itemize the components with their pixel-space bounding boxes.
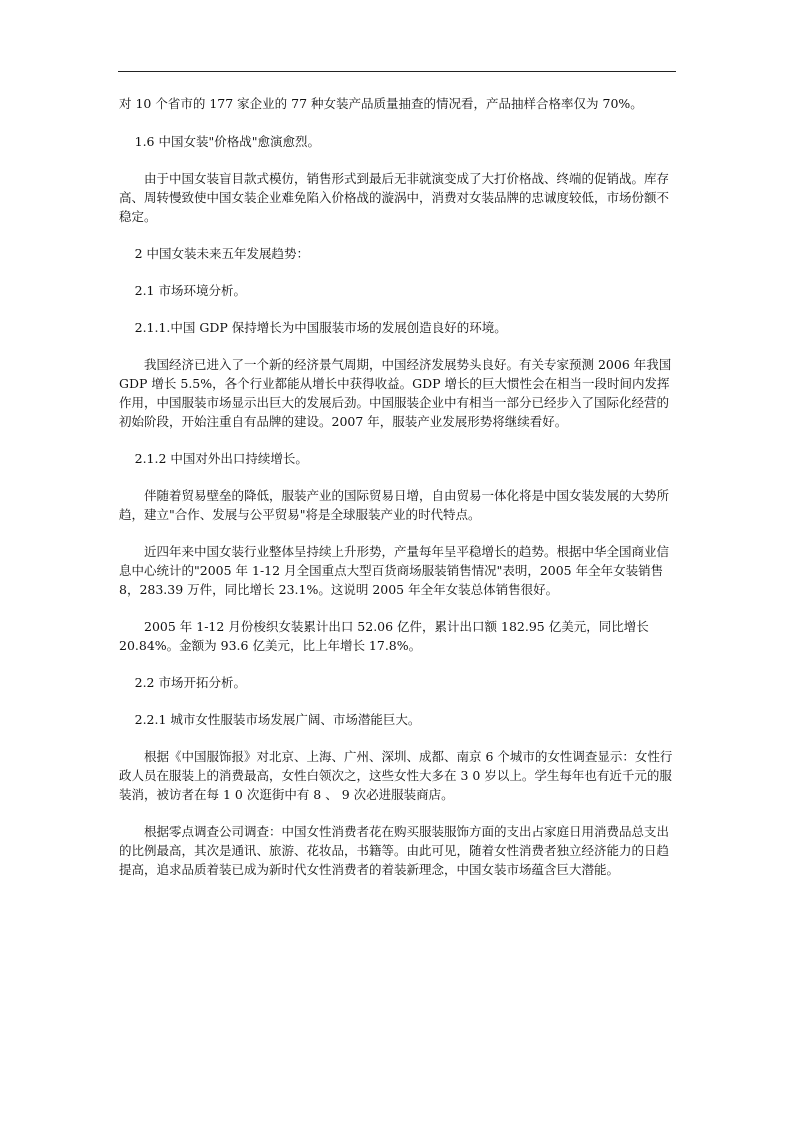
heading-2-1: 2.1 市场环境分析。	[134, 283, 246, 298]
heading-2-1-2: 2.1.2 中国对外出口持续增长。	[134, 451, 308, 466]
heading-2: 2 中国女装未来五年发展趋势：	[134, 246, 310, 261]
paragraph-economy: 我国经济已进入了一个新的经济景气周期，中国经济发展势头良好。有关专家预测 2006 年我国 GDP 增长 5.5%，各个行业都能从增长中获得收益。GDP 增长的巨大惯性会在相当一段时间内发挥作用，中国服装市场显示出巨大的发展后劲。中国服装企业中有相当一部分已经步入了国际化经营的初始阶段，开始注重自有品牌的建设。2007 年，服装产业发展形势将继续看好。	[119, 357, 672, 429]
paragraph-exports: 2005 年 1-12 月份梭织女装累计出口 52.06 亿件，累计出口额 182.95 亿美元，同比增长 20.84%。金额为 93.6 亿美元，比上年增长 17.8%。	[119, 619, 649, 653]
header-rule	[118, 71, 676, 72]
heading-2-2-1: 2.2.1 城市女性服装市场发展广阔、市场潜能巨大。	[134, 712, 421, 727]
paragraph-industry-growth: 近四年来中国女装行业整体呈持续上升形势，产量每年呈平稳增长的趋势。根据中华全国商业信息中心统计的"2005 年 1-12 月全国重点大型百货商场服装销售情况"表明，2005 年全年女装销售 8，283.39 万件，同比增长 23.1%。这说明 2005 年全年女装总体销售很好。	[119, 544, 670, 597]
document-body	[119, 94, 679, 897]
heading-2-1-1: 2.1.1.中国 GDP 保持增长为中国服装市场的发展创造良好的环境。	[134, 320, 507, 335]
paragraph-consumer-survey: 根据零点调查公司调查：中国女性消费者花在购买服装服饰方面的支出占家庭日用消费品总支出的比例最高，其次是通讯、旅游、花妆品，书籍等。由此可见，随着女性消费者独立经济能力的日趋提高，追求品质着装已成为新时代女性消费者的着装新理念，中国女装市场蕴含巨大潜能。	[119, 824, 670, 877]
paragraph-trade-barriers: 伴随着贸易壁垒的降低，服装产业的国际贸易日增，自由贸易一体化将是中国女装发展的大势所趋，建立"合作、发展与公平贸易"将是全球服装产业的时代特点。	[119, 488, 670, 522]
heading-1-6: 1.6 中国女装"价格战"愈演愈烈。	[134, 134, 320, 149]
paragraph-quality-survey: 对 10 个省市的 177 家企业的 77 种女装产品质量抽查的情况看，产品抽样合格率仅为 70%。	[119, 96, 643, 111]
paragraph-city-survey: 根据《中国服饰报》对北京、上海、广州、深圳、成都、南京 6 个城市的女性调查显示：女性行政人员在服装上的消费最高，女性白领次之，这些女性大多在 3 0 岁以上。学生每年也有近千元的服装消，被访者在每 1 0 次逛街中有 8 、 9 次必进服装商店。	[119, 749, 673, 802]
heading-2-2: 2.2 市场开拓分析。	[134, 675, 246, 690]
paragraph-price-war: 由于中国女装盲目款式模仿，销售形式到最后无非就演变成了大打价格战、终端的促销战。库存高、周转慢致使中国女装企业难免陷入价格战的漩涡中，消费对女装品牌的忠诚度较低，市场份额不稳定。	[119, 171, 670, 224]
